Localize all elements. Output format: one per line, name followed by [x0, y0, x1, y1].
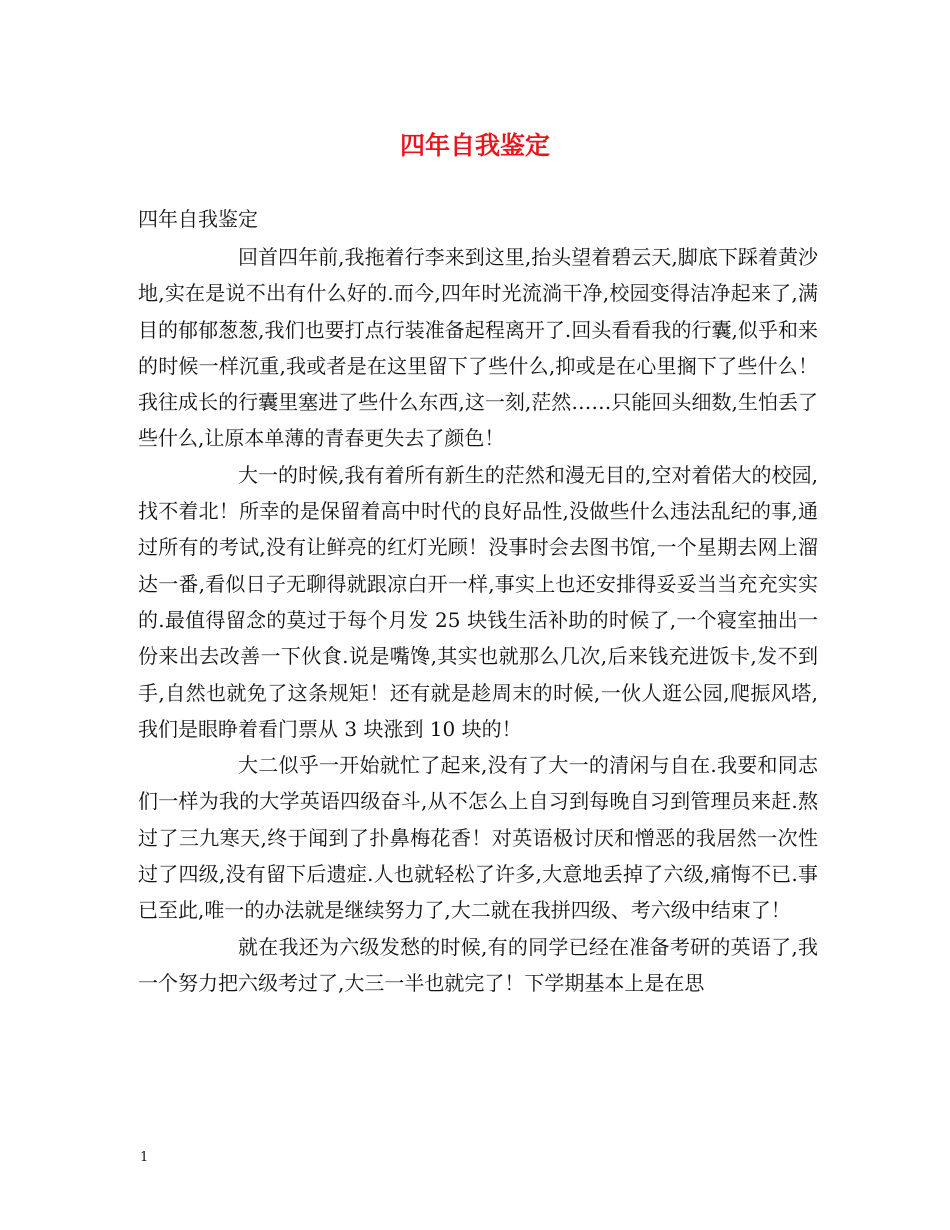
paragraph: 大二似乎一开始就忙了起来,没有了大一的清闲与自在.我要和同志们一样为我的大学英语四级奋斗,从不怎么上自习到每晚自习到管理员来赶.熬过了三九寒天,终于闻到了扑鼻梅花香！对英语极讨厌和憎恶的我居然一次性过了四级,没有留下后遗症.人也就轻松了许多,大意地丢掉了六级,痛悔不已.事已至此,唯一的办法就是继续努力了,大二就在我拼四级、考六级中结束了！ [138, 753, 818, 923]
page-number: 1 [140, 1150, 149, 1165]
document-body [138, 239, 818, 1001]
document-title: 四年自我鉴定 [399, 131, 550, 160]
paragraph: 就在我还为六级发愁的时候,有的同学已经在准备考研的英语了,我一个努力把六级考过了,大三一半也就完了！下学期基本上是在思 [138, 934, 818, 995]
paragraph: 大一的时候,我有着所有新生的茫然和漫无目的,空对着偌大的校园,找不着北！所幸的是保留着高中时代的良好品性,没做些什么违法乱纪的事,通过所有的考试,没有让鲜亮的红灯光顾！没事时会去图书馆,一个星期去网上溜达一番,看似日子无聊得就跟凉白开一样,事实上也还安排得妥妥当当充充实实的.最值得留念的莫过于每个月发 25 块钱生活补助的时候了,一个寝室抽出一份来出去改善一下伙食.说是嘴馋,其实也就那么几次,后来钱充进饭卡,发不到手,自然也就免了这条规矩！还有就是趁周末的时候,一伙人逛公园,爬振风塔,我们是眼睁着看门票从 3 块涨到 10 块的！ [138, 462, 818, 741]
paragraph: 回首四年前,我拖着行李来到这里,抬头望着碧云天,脚底下踩着黄沙地,实在是说不出有什么好的.而今,四年时光流淌干净,校园变得洁净起来了,满目的郁郁葱葱,我们也要打点行装准备起程离开了.回头看看我的行囊,似乎和来的时候一样沉重,我或者是在这里留下了些什么,抑或是在心里搁下了些什么！我往成长的行囊里塞进了些什么东西,这一刻,茫然……只能回头细数,生怕丢了些什么,让原本单薄的青春更失去了颜色！ [138, 245, 818, 451]
document-subtitle: 四年自我鉴定 [138, 207, 258, 231]
